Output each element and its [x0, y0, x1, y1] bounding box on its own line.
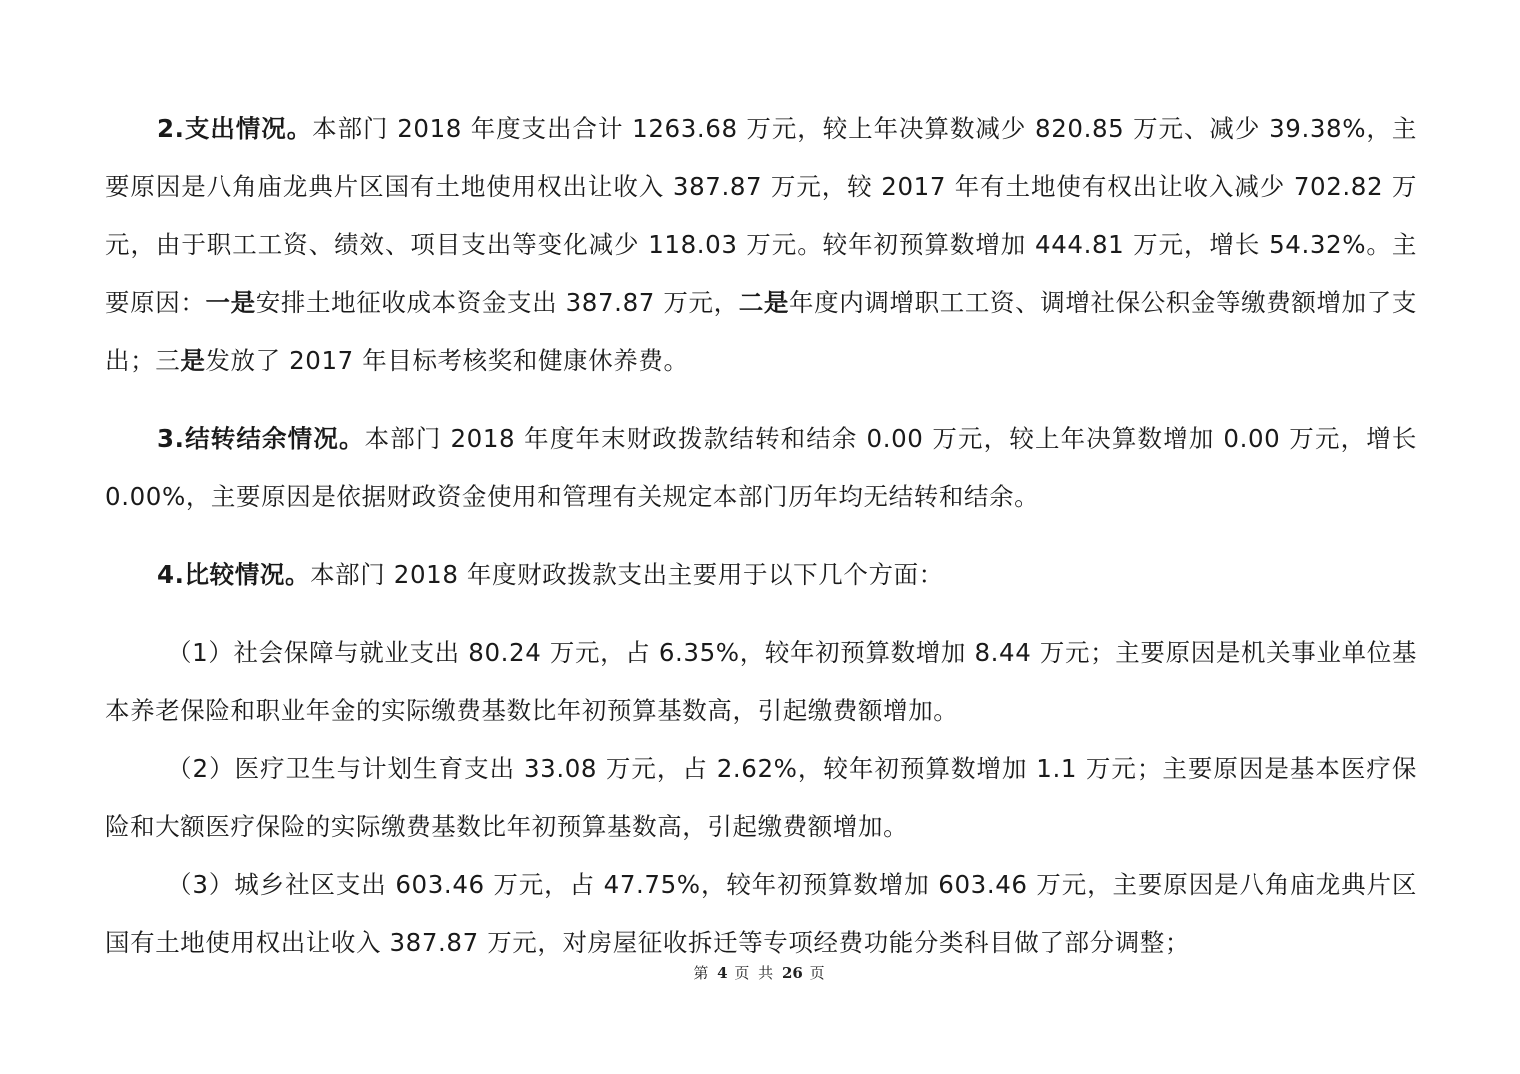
paragraph-text: 本部门 2018 年度年末财政拨款结转和结余 0.00 万元，较上年决算数增加 0.00 万元，增长 0.00%，主要原因是依据财政资金使用和管理有关规定本部门历年均无结转和结余。 — [105, 424, 1417, 511]
paragraph-item-3 — [105, 856, 1417, 972]
document-body — [105, 100, 1417, 972]
paragraph-text: （2）医疗卫生与计划生育支出 33.08 万元，占 2.62%，较年初预算数增加 1.1 万元；主要原因是基本医疗保险和大额医疗保险的实际缴费基数比年初预算基数高，引起缴费额增加。 — [105, 754, 1417, 841]
paragraph-comparison — [105, 546, 1417, 604]
paragraph-heading: 2.支出情况。 — [157, 114, 313, 143]
paragraph-text: （3）城乡社区支出 603.46 万元，占 47.75%，较年初预算数增加 603.46 万元，主要原因是八角庙龙典片区国有土地使用权出让收入 387.87 万元，对房屋征收拆迁等专项经费功能分类科目做了部分调整； — [105, 870, 1417, 957]
paragraph-text: （1）社会保障与就业支出 80.24 万元，占 6.35%，较年初预算数增加 8.44 万元；主要原因是机关事业单位基本养老保险和职业年金的实际缴费基数比年初预算基数高，引起缴费额增加。 — [105, 638, 1417, 725]
page-footer — [0, 962, 1520, 983]
paragraph-expenditure — [105, 100, 1417, 390]
paragraph-text: 本部门 2018 年度财政拨款支出主要用于以下几个方面： — [310, 560, 944, 589]
footer-suffix: 页 — [809, 964, 827, 982]
paragraph-text: 年度内调增职工工资、调增社保公积金等缴费额增加了支出；三 — [105, 288, 1418, 375]
paragraph-item-1 — [105, 624, 1417, 740]
paragraph-text: 发放了 2017 年目标考核奖和健康休养费。 — [205, 346, 689, 375]
footer-total-pages: 26 — [781, 964, 803, 982]
paragraph-emphasis: 是 — [180, 346, 206, 375]
paragraph-carryover — [105, 410, 1417, 526]
footer-prefix: 第 — [693, 964, 711, 982]
paragraph-item-2 — [105, 740, 1417, 856]
footer-middle: 页 共 — [734, 964, 776, 982]
paragraph-emphasis: 一是 — [205, 288, 256, 317]
paragraph-text: 安排土地征收成本资金支出 387.87 万元， — [255, 288, 739, 317]
paragraph-heading: 3.结转结余情况。 — [157, 424, 365, 453]
paragraph-text: 本部门 2018 年度支出合计 1263.68 万元，较上年决算数减少 820.85 万元、减少 39.38%，主要原因是八角庙龙典片区国有土地使用权出让收入 387.87 万元，较 2017 年有土地使有权出让收入减少 702.82 万元，由于职工工资、绩效、项目支出等变化减少 118.03 万元。较年初预算数增加 444.81 万元，增长 54.32%。主要原因： — [105, 114, 1417, 317]
footer-page-number: 4 — [717, 964, 728, 982]
paragraph-emphasis: 二是 — [738, 288, 789, 317]
paragraph-heading: 4.比较情况。 — [157, 560, 311, 589]
